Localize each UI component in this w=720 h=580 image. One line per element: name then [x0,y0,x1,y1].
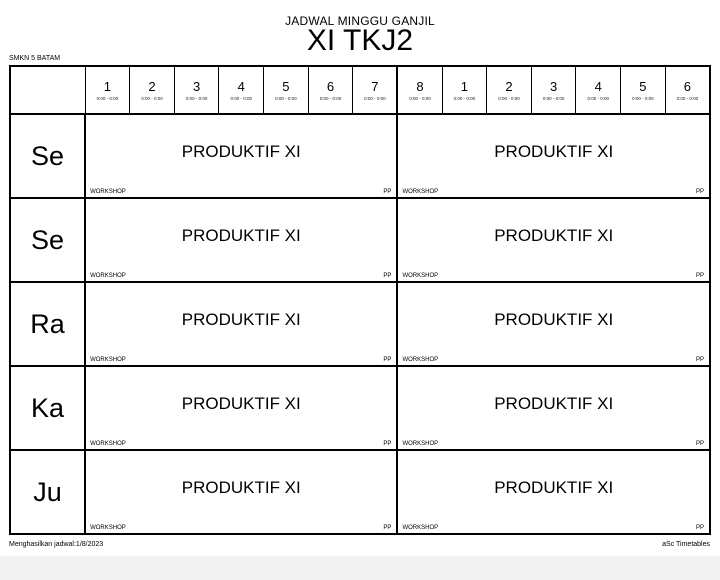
lesson-cell [85,198,397,282]
period-number: 2 [505,79,513,94]
period-number: 3 [193,79,201,94]
lesson-room: WORKSHOP [90,189,126,195]
lesson-teacher: PP [383,273,392,279]
lesson-room: WORKSHOP [90,357,126,363]
period-header [219,66,264,114]
lesson-cell [397,450,710,534]
lesson-subject: PRODUKTIF XI [494,394,614,413]
period-number: 3 [550,79,558,94]
lesson-teacher: PP [383,357,392,363]
period-header [442,66,487,114]
period-header [264,66,309,114]
day-label: Se [10,198,85,282]
lesson-subject: PRODUKTIF XI [181,226,301,245]
lesson-cell [85,450,397,534]
lesson-room: WORKSHOP [90,441,126,447]
lesson-room: WORKSHOP [402,525,439,531]
period-header [85,66,130,114]
period-header [665,66,710,114]
lesson-room: WORKSHOP [402,273,439,279]
period-header-row [10,66,710,114]
lesson-cell [397,366,710,450]
period-number: 7 [371,79,379,94]
period-time: 0:00 - 0:00 [542,96,565,101]
period-number: 6 [326,79,335,94]
corner-cell [10,66,85,114]
day-row [10,282,710,366]
period-time: 0:00 - 0:00 [453,96,476,101]
day-label: Ra [10,282,85,366]
period-time: 0:00 - 0:00 [632,96,654,101]
period-number: 6 [683,79,691,94]
period-header [487,66,532,114]
period-number: 1 [460,79,468,94]
period-time: 0:00 - 0:00 [96,96,119,101]
lesson-subject: PRODUKTIF XI [494,142,614,161]
school-name: SMKN 5 BATAM [9,55,61,62]
lesson-cell [397,282,710,366]
period-number: 4 [237,79,245,94]
timetable-grid [9,65,711,535]
period-time: 0:00 - 0:00 [230,96,252,101]
period-time: 0:00 - 0:00 [364,96,386,101]
lesson-subject: PRODUKTIF XI [181,394,301,413]
lesson-teacher: PP [695,273,704,279]
period-header [531,66,576,114]
lesson-subject: PRODUKTIF XI [494,478,614,497]
lesson-room: WORKSHOP [90,525,126,531]
period-time: 0:00 - 0:00 [319,96,342,101]
lesson-subject: PRODUKTIF XI [494,310,614,329]
period-number: 2 [148,79,156,94]
period-number: 1 [103,79,111,94]
lesson-teacher: PP [383,441,392,447]
schedule-subtitle: JADWAL MINGGU GANJIL [285,14,435,28]
period-time: 0:00 - 0:00 [185,96,208,101]
lesson-subject: PRODUKTIF XI [181,478,301,497]
period-header [621,66,666,114]
period-header [308,66,353,114]
lesson-teacher: PP [695,441,704,447]
lesson-teacher: PP [695,525,704,531]
day-label: Ka [10,366,85,450]
lesson-room: WORKSHOP [90,273,126,279]
lesson-teacher: PP [695,189,704,195]
lesson-cell [85,282,397,366]
period-number: 5 [639,79,647,94]
class-title: XI TKJ2 [306,24,414,57]
period-time: 0:00 - 0:00 [587,96,609,101]
lesson-teacher: PP [383,525,392,531]
lesson-room: WORKSHOP [402,441,439,447]
day-row [10,366,710,450]
generated-date: Menghasilkan jadwal:1/8/2023 [9,541,104,548]
period-header [576,66,621,114]
lesson-cell [85,366,397,450]
page-margin [0,556,720,580]
brand-label: aSc Timetables [662,541,710,548]
period-header [130,66,175,114]
period-time: 0:00 - 0:00 [275,96,297,101]
period-header [174,66,219,114]
period-header [353,66,398,114]
day-row [10,450,710,534]
lesson-teacher: PP [383,189,392,195]
period-number: 4 [594,79,602,94]
lesson-teacher: PP [695,357,704,363]
lesson-cell [397,114,710,198]
period-header [397,66,442,114]
day-row [10,198,710,282]
lesson-subject: PRODUKTIF XI [494,226,614,245]
day-row [10,114,710,198]
period-time: 0:00 - 0:00 [409,96,431,101]
lesson-room: WORKSHOP [402,189,439,195]
lesson-subject: PRODUKTIF XI [181,310,301,329]
lesson-cell [397,198,710,282]
period-time: 0:00 - 0:00 [498,96,520,101]
period-number: 8 [416,79,424,94]
day-label: Se [10,114,85,198]
lesson-room: WORKSHOP [402,357,439,363]
period-time: 0:00 - 0:00 [676,96,699,101]
lesson-cell [85,114,397,198]
period-time: 0:00 - 0:00 [141,96,163,101]
day-label: Ju [10,450,85,534]
lesson-subject: PRODUKTIF XI [181,142,301,161]
period-number: 5 [282,79,290,94]
